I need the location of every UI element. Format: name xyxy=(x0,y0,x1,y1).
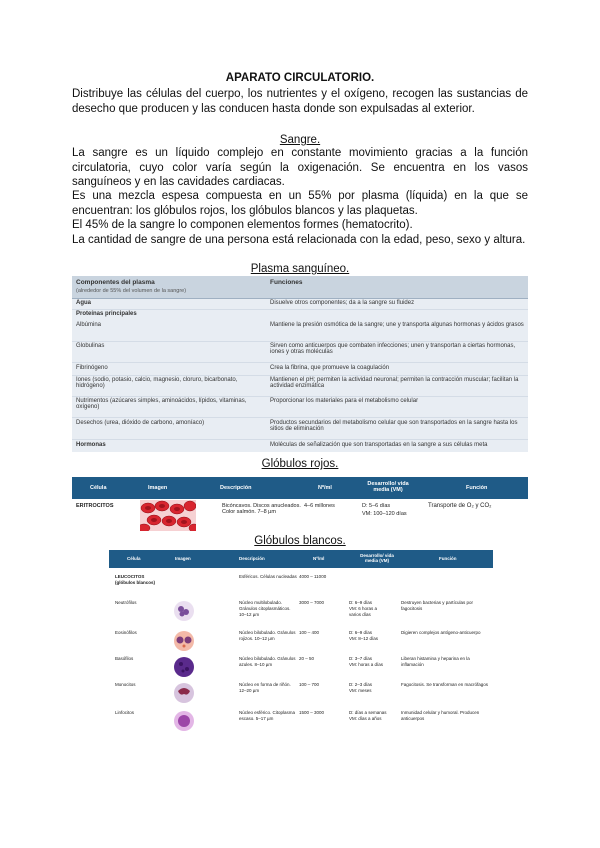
plasma-row-name: Albúmina xyxy=(76,322,102,328)
table-row xyxy=(109,710,493,736)
cell-count: 3000 – 7000 xyxy=(299,600,325,605)
header-development: Desarrollo/ vida media (VM) xyxy=(367,481,409,493)
eosinophil-image xyxy=(173,630,195,652)
plasma-row xyxy=(72,321,528,342)
red-cells-table-header xyxy=(72,477,528,499)
plasma-row-name: Hormonas xyxy=(76,442,106,448)
plasma-col-functions: Funciones xyxy=(270,279,303,286)
red-cell-function: Transporte de O₂ y CO₂ xyxy=(428,503,492,509)
rojos-heading: Glóbulos rojos. xyxy=(261,458,339,470)
cell-lifespan: VM: 8–12 días xyxy=(349,636,379,641)
cell-lifespan: VM: 6 horas a varios días xyxy=(349,606,378,617)
cell-description: Núcleo bilobulado. Gránulos rojizos. 10–12 µm xyxy=(239,630,296,641)
neutrophil-image xyxy=(173,600,195,622)
leucocitos-description: Esféricos. Células nucleadas xyxy=(239,574,297,579)
plasma-table-header xyxy=(72,276,528,299)
white-cells-row-leucocitos xyxy=(109,574,493,594)
header-development: Desarrollo/ vida media (VM) xyxy=(360,553,394,563)
plasma-row xyxy=(72,364,528,376)
cell-function: Fagocitosis. Se transforman en macrófagos xyxy=(401,682,489,687)
leucocitos-name: LEUCOCITOS xyxy=(115,574,145,579)
header-function: Función xyxy=(439,556,457,561)
cell-name: Eosinófilos xyxy=(115,630,137,635)
cell-count: 100 – 700 xyxy=(299,682,320,687)
sangre-paragraph-4: La cantidad de sangre de una persona está relacionada con la edad, peso, sexo y altura. xyxy=(72,234,526,246)
plasma-row-name: Proteínas principales xyxy=(76,311,137,317)
blancos-heading: Glóbulos blancos. xyxy=(254,535,346,547)
plasma-row-name: Globulinas xyxy=(76,343,105,349)
plasma-row-function: Proporcionar los materiales para el metabolismo celular xyxy=(270,398,419,404)
cell-lifespan: VM: días a años xyxy=(349,716,382,721)
intro-paragraph: Distribuye las células del cuerpo, los nutrientes y el oxígeno, recogen las sustancias de desecho que producen y las conducen hasta donde son expulsadas al exterior. xyxy=(72,88,528,115)
monocyte-image xyxy=(173,682,195,704)
table-row xyxy=(109,656,493,682)
cell-development: D: 6–9 días xyxy=(349,630,373,635)
white-cells-table xyxy=(109,550,493,738)
plasma-row-function: Moléculas de señalización que son transportadas en la sangre a sus células meta xyxy=(270,442,488,448)
red-cells-table xyxy=(72,477,528,532)
plasma-heading: Plasma sanguíneo. xyxy=(250,263,350,275)
cell-count: 100 – 400 xyxy=(299,630,320,635)
header-count: Nº/ml xyxy=(313,556,325,561)
header-cell: Célula xyxy=(90,485,107,491)
plasma-row-name: Iones (sodio, potasio, calcio, magnesio, cloruro, bicarbonato, hidrógeno) xyxy=(76,377,238,389)
cell-name: Monocitos xyxy=(115,682,136,687)
cell-description: Núcleo en forma de riñón. 12–20 µm xyxy=(239,682,291,693)
plasma-row-name: Fibrinógeno xyxy=(76,365,108,371)
plasma-col-components-sub: (alrededor de 55% del volumen de la sangre) xyxy=(76,288,187,294)
cell-count: 1500 – 3000 xyxy=(299,710,325,715)
red-cell-count: 4–6 millones xyxy=(304,503,335,509)
plasma-row xyxy=(72,342,528,363)
plasma-row-function: Mantiene la presión osmótica de la sangre; une y transporta algunas hormonas y ácidos grasos xyxy=(270,322,524,328)
cell-function: Inmunidad celular y humoral. Producen anticuerpos xyxy=(401,710,480,721)
plasma-row-name: Nutrimentos (azúcares simples, aminoácidos, lípidos, vitaminas, oxígeno) xyxy=(76,398,247,410)
erythrocyte-illustration xyxy=(140,500,196,531)
sangre-paragraph-1: La sangre es un líquido complejo en constante movimiento gracias a la función circulatoria, cuyo color varía según la oxigenación. Se encuentra en los vasos sanguíneos y en las cavidades cardiacas. xyxy=(72,147,528,188)
cell-function: Digieren complejos antígeno-anticuerpo xyxy=(401,630,481,635)
header-function: Función xyxy=(466,485,488,491)
sangre-paragraph-2: Es una mezcla espesa compuesta en un 55% por plasma (líquida) en la que se encuentran: los glóbulos rojos, los glóbulos blancos y las plaquetas. xyxy=(72,190,528,217)
cell-name: Neutrófilos xyxy=(115,600,137,605)
plasma-row-name: Desechos (urea, dióxido de carbono, amoníaco) xyxy=(76,420,205,426)
table-row xyxy=(109,682,493,708)
header-description: Descripción xyxy=(220,485,252,491)
header-cell: Célula xyxy=(127,556,141,561)
plasma-row-function: Productos secundarios del metabolismo celular que son transportados en la sangre hasta los sitios de eliminación xyxy=(270,420,518,432)
lymphocyte-image xyxy=(173,710,195,732)
red-cell-development: D: 5–6 días xyxy=(362,503,391,509)
plasma-row-name: Agua xyxy=(76,300,91,306)
plasma-row xyxy=(72,310,528,318)
cell-description: Núcleo esférico. Citoplasma escaso. 5–17 µm xyxy=(239,710,296,721)
plasma-row-function: Mantienen el pH; permiten la actividad neuronal; permiten la contracción muscular; facilitan la actividad enzimática xyxy=(270,377,519,389)
cell-lifespan: VM: horas a días xyxy=(349,662,384,667)
table-row xyxy=(109,600,493,626)
white-cells-table-header xyxy=(109,550,493,568)
cell-name: Basófilos xyxy=(115,656,134,661)
basophil-image xyxy=(173,656,195,678)
plasma-row xyxy=(72,441,528,452)
header-description: Descripción xyxy=(239,556,265,561)
cell-development: D: 6–9 días xyxy=(349,600,373,605)
red-cell-lifespan: VM: 100–120 días xyxy=(362,511,407,517)
erythrocyte-image xyxy=(140,500,196,531)
page-title: APARATO CIRCULATORIO. xyxy=(225,72,375,84)
plasma-row-function: Crea la fibrina, que promueve la coagulación xyxy=(270,365,390,371)
plasma-table xyxy=(72,276,528,452)
plasma-row-function: Sirven como anticuerpos que combaten infecciones; unen y transportan a ciertas hormonas, iones y otras moléculas xyxy=(270,343,516,355)
plasma-row-function: Disuelve otros componentes; da a la sangre su fluidez xyxy=(270,300,415,306)
cell-description: Núcleo multilobulado. Gránulos citoplasmáticos. 10–12 µm xyxy=(239,600,291,617)
cell-development: D: 3–7 días xyxy=(349,656,373,661)
table-row xyxy=(109,630,493,656)
cell-development: D: días a semanas xyxy=(349,710,387,715)
cell-development: D: 2–3 días xyxy=(349,682,373,687)
red-cell-name: ERITROCITOS xyxy=(76,503,114,509)
red-cell-description: Bicóncavos. Discos anucleados. Color salmón. 7–8 µm xyxy=(222,503,301,515)
sangre-paragraph-3: El 45% de la sangre lo componen elementos formes (hematocrito). xyxy=(72,219,413,231)
cell-name: Linfocitos xyxy=(115,710,135,715)
plasma-row xyxy=(72,419,528,440)
red-cells-row xyxy=(72,499,528,532)
cell-function: Liberan histamina y heparina en la inflamación xyxy=(401,656,470,667)
header-image: Imagen xyxy=(148,485,168,491)
leucocitos-count: 4000 – 11000 xyxy=(299,574,327,579)
leucocitos-subname: (glóbulos blancos) xyxy=(115,580,155,585)
cell-description: Núcleo bilobulado. Gránulos azules. 8–10 µm xyxy=(239,656,296,667)
plasma-row xyxy=(72,299,528,310)
cell-count: 20 – 50 xyxy=(299,656,315,661)
sangre-heading: Sangre. xyxy=(279,134,321,146)
cell-lifespan: VM: meses xyxy=(349,688,372,693)
cell-function: Destruyen bacterias y partículas por fagocitosis xyxy=(401,600,474,611)
header-image: Imagen xyxy=(175,556,191,561)
header-count: Nº/ml xyxy=(318,485,332,491)
plasma-row xyxy=(72,376,528,397)
plasma-row xyxy=(72,397,528,418)
plasma-col-components: Componentes del plasma xyxy=(76,279,155,286)
